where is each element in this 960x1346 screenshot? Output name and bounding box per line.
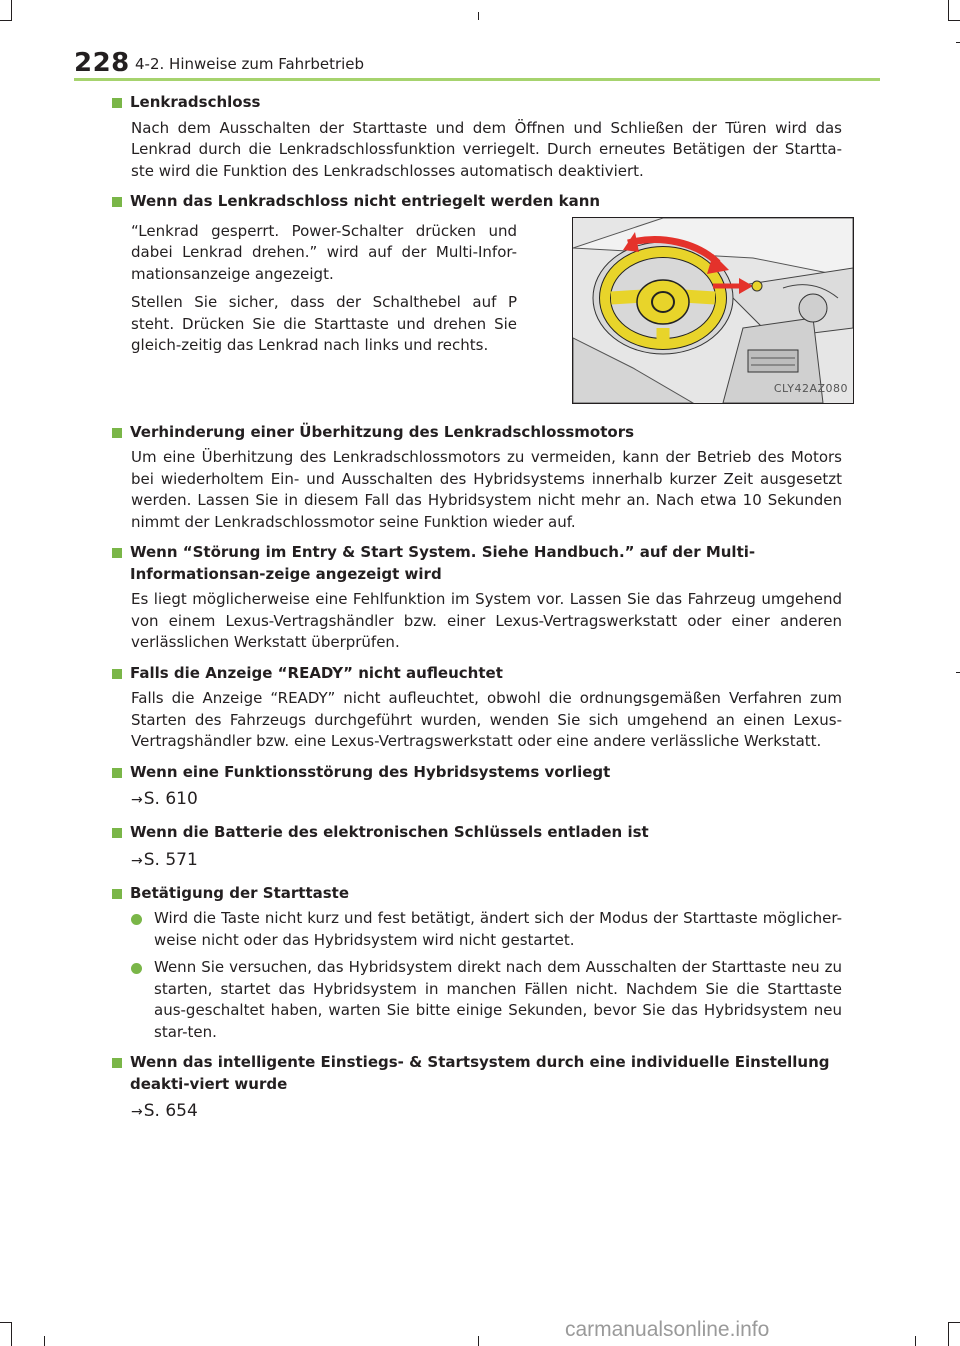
square-bullet-icon (112, 828, 122, 838)
section-heading: Wenn eine Funktionsstörung des Hybridsystems vorliegt (112, 762, 842, 784)
section-nicht-entriegelt (112, 191, 848, 404)
section-batterie (112, 822, 842, 874)
section-stoerung (112, 542, 842, 654)
figure-code: CLY42AZ080 (773, 382, 848, 395)
square-bullet-icon (112, 548, 122, 558)
crop-mark (915, 1336, 916, 1346)
section-deaktiviert (112, 1052, 842, 1125)
paragraph: Es liegt möglicherweise eine Fehlfunktion im System vor. Lassen Sie das Fahrzeug umgehend von einem Lexus-Vertragshändler bzw. einer Lexus-Vertragswerkstatt oder einer anderen verlässlichen Werkstatt überprüfen. (131, 590, 842, 651)
section-heading: Verhinderung einer Überhitzung des Lenkradschlossmotors (112, 422, 842, 444)
header-rule (74, 78, 880, 81)
square-bullet-icon (112, 98, 122, 108)
page-reference[interactable]: →S. 571 (131, 849, 198, 870)
crop-mark (11, 0, 12, 20)
crop-mark (44, 1336, 45, 1346)
section-heading: Lenkradschloss (112, 92, 842, 114)
section-heading: Betätigung der Starttaste (112, 883, 842, 905)
square-bullet-icon (112, 197, 122, 207)
section-heading: Wenn die Batterie des elektronischen Schlüssels entladen ist (112, 822, 842, 844)
paragraph: Um eine Überhitzung des Lenkradschlossmotors zu vermeiden, kann der Betrieb des Motors bei wiederholtem Ein- und Ausschalten des Hybridsystems innerhalb kurzer Zeit ausgesetzt werden. Lassen Sie in diesem Fall das Hybridsystem nicht mehr an. Nach etwa 10 Sekunden nimmt der Lenkradschlossmotor seine Funktion wieder auf. (131, 448, 842, 531)
square-bullet-icon (112, 1058, 122, 1068)
crop-mark (478, 12, 479, 20)
square-bullet-icon (112, 669, 122, 679)
page-reference[interactable]: →S. 654 (131, 1101, 198, 1121)
square-bullet-icon (112, 889, 122, 899)
crop-mark (0, 1322, 12, 1323)
steering-wheel-icon (573, 218, 853, 403)
section-heading: Wenn das intelligente Einstiegs- & Startsystem durch eine individuelle Einstellung deakti-viert wurde (112, 1052, 842, 1095)
page-number: 228 (74, 48, 130, 78)
arrow-right-icon: → (131, 852, 143, 869)
square-bullet-icon (112, 428, 122, 438)
section-title: 4-2. Hinweise zum Fahrbetrieb (135, 55, 365, 73)
crop-mark (478, 1336, 479, 1346)
figure-text (112, 217, 517, 404)
paragraph: Nach dem Ausschalten der Starttaste und dem Öffnen und Schließen der Türen wird das Lenkrad durch die Lenkradschlossfunktion verriegelt. Durch erneutes Betätigen der Startta-ste wird die Funktion des Lenkradschlosses automatisch deaktiviert. (131, 118, 842, 180)
crop-mark (948, 1322, 949, 1346)
section-heading: Falls die Anzeige “READY” nicht aufleuchtet (112, 663, 842, 685)
crop-mark (11, 1322, 12, 1346)
paragraph: Falls die Anzeige “READY” nicht aufleuchtet, obwohl die ordnungsgemäßen Verfahren zum Starten des Fahrzeugs durchgeführt wurden, wenden Sie sich umgehend an einen Lexus-Vertragshändler bzw. eine Lexus-Vertragswerkstatt oder eine andere verlässliche Werkstatt. (131, 689, 842, 750)
section-heading: Wenn “Störung im Entry & Start System. Siehe Handbuch.” auf der Multi-Informationsan-zeige angezeigt wird (112, 542, 842, 585)
section-ueberhitzung (112, 422, 842, 534)
list-item: Wenn Sie versuchen, das Hybridsystem direkt nach dem Ausschalten der Starttaste neu zu starten, startet das Hybridsystem in manchen Fällen nicht. Nachdem Sie die Starttaste aus-geschaltet haben, warten Sie bitte einige Sekunden, bevor Sie das Hybridsystem neu star-ten. (112, 957, 842, 1043)
circle-bullet-icon (131, 914, 142, 925)
page-header (74, 44, 880, 80)
crop-mark (948, 20, 960, 21)
section-hybrid-stoerung (112, 762, 842, 814)
steering-wheel-illustration (572, 217, 854, 404)
page-reference[interactable]: →S. 610 (131, 789, 198, 809)
figure-row (112, 217, 848, 404)
circle-bullet-icon (131, 963, 142, 974)
section-ready (112, 663, 842, 753)
page-content (112, 92, 848, 1134)
crop-mark (948, 1322, 960, 1323)
section-lenkradschloss (112, 92, 842, 182)
paragraph: “Lenkrad gesperrt. Power-Schalter drücken und dabei Lenkrad drehen.” wird auf der Multi-Infor-mationsanzeige angezeigt. (131, 221, 517, 283)
crop-mark (956, 42, 960, 43)
crop-mark (948, 0, 949, 20)
crop-mark (0, 20, 12, 21)
arrow-right-icon: → (131, 1104, 143, 1120)
list-item: Wird die Taste nicht kurz und fest betätigt, ändert sich der Modus der Starttaste möglicher-weise nicht oder das Hybridsystem wird nicht gestartet. (112, 908, 842, 951)
arrow-right-icon: → (131, 792, 143, 808)
watermark: carmanualsonline.info (565, 1318, 770, 1341)
section-betaetigung (112, 883, 842, 1044)
crop-mark (956, 672, 960, 673)
paragraph: Stellen Sie sicher, dass der Schalthebel auf P steht. Drücken Sie die Starttaste und drehen Sie gleich-zeitig das Lenkrad nach links und rechts. (131, 293, 517, 354)
section-heading: Wenn das Lenkradschloss nicht entriegelt werden kann (112, 191, 842, 213)
square-bullet-icon (112, 768, 122, 778)
